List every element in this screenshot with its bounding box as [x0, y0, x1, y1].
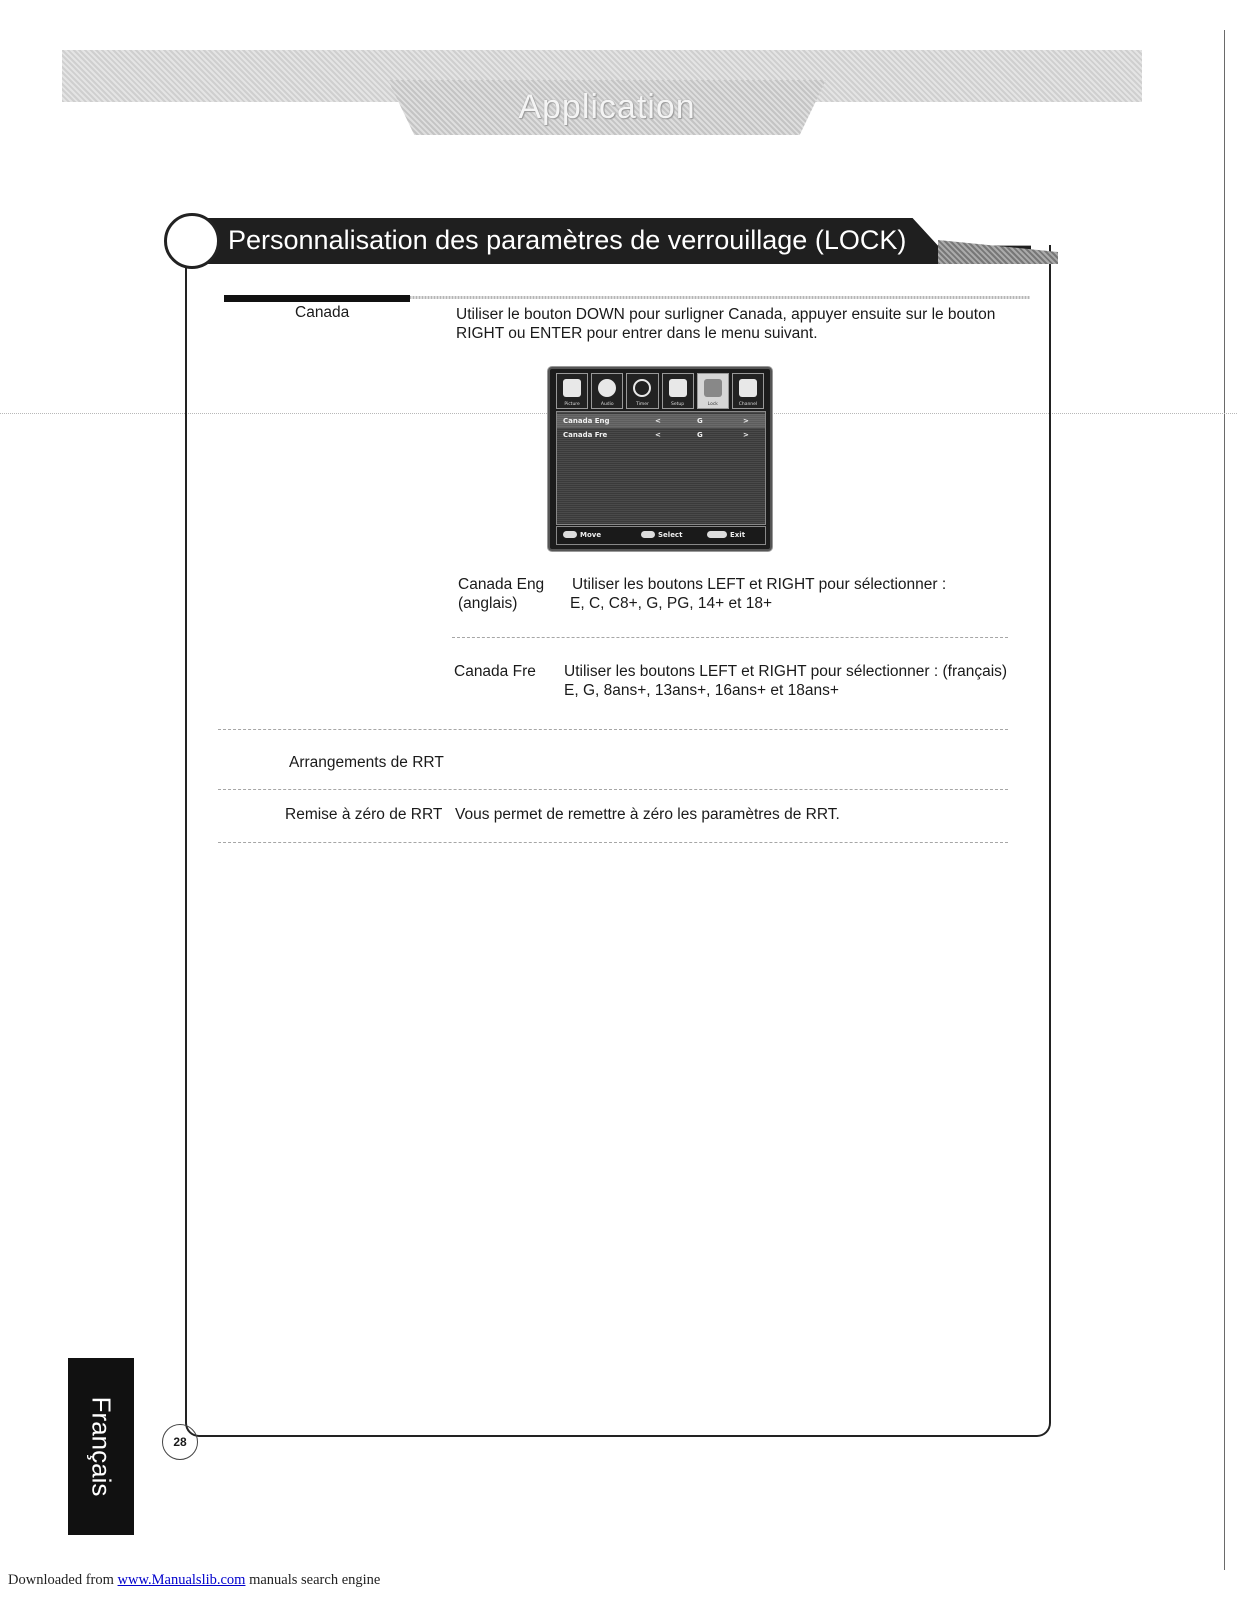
- download-footer: [8, 1572, 380, 1589]
- divider-dashed: [218, 789, 1008, 790]
- audio-icon: Audio: [591, 373, 623, 409]
- canada-desc-line2: RIGHT ou ENTER pour entrer dans le menu suivant.: [456, 325, 818, 342]
- canada-eng-sublabel: (anglais): [458, 595, 518, 612]
- rrt-reset-label: Remise à zéro de RRT: [285, 806, 443, 823]
- select-keys-icon: [641, 531, 655, 538]
- canada-eng-desc-line2: E, C, C8+, G, PG, 14+ et 18+: [570, 595, 773, 612]
- tv-menu-list: [556, 411, 766, 525]
- language-tab-label-wrap: [68, 1358, 134, 1535]
- divider-thick: [224, 295, 410, 302]
- section-bar-shade: [938, 240, 1058, 264]
- section-title: Personnalisation des paramètres de verrouillage (LOCK): [228, 225, 907, 255]
- footer-suffix: manuals search engine: [245, 1572, 381, 1588]
- divider-dashed: [218, 842, 1008, 843]
- canada-desc-line1: Utiliser le bouton DOWN pour surligner Canada, appuyer ensuite sur le bouton: [456, 306, 996, 323]
- picture-icon: Picture: [556, 373, 588, 409]
- tv-menu-screenshot: [548, 367, 772, 551]
- exit-key-icon: [707, 531, 727, 538]
- footer-prefix: Downloaded from: [8, 1572, 118, 1588]
- divider-dashed: [452, 637, 1008, 638]
- page-header-title: Application: [518, 88, 696, 126]
- page-number: 28: [162, 1424, 198, 1460]
- section-circle-icon: [164, 213, 220, 269]
- manualslib-link[interactable]: www.Manualslib.com: [117, 1572, 246, 1588]
- canada-fre-desc-line1: Utiliser les boutons LEFT et RIGHT pour sélectionner : (français): [564, 663, 1008, 680]
- tv-menu-footer: Move Select Exit: [556, 526, 766, 545]
- move-keys-icon: [563, 531, 577, 538]
- clock-icon: Timer: [626, 373, 658, 409]
- rrt-reset-desc: Vous permet de remettre à zéro les paramètres de RRT.: [455, 806, 840, 823]
- lock-icon: Lock: [697, 373, 729, 409]
- tv-menu-row: Canada Fre < G >: [563, 431, 749, 439]
- canada-label: Canada: [295, 304, 350, 321]
- page-edge-line: [1224, 30, 1225, 1570]
- canada-eng-label: Canada Eng: [458, 576, 545, 593]
- rrt-settings-label: Arrangements de RRT: [289, 754, 444, 771]
- divider-dashed: [218, 729, 1008, 730]
- tv-menu-row: Canada Eng < G >: [557, 414, 765, 428]
- canada-fre-desc-line2: E, G, 8ans+, 13ans+, 16ans+ et 18ans+: [564, 682, 839, 699]
- gear-icon: Setup: [662, 373, 694, 409]
- canada-eng-desc-line1: Utiliser les boutons LEFT et RIGHT pour sélectionner :: [572, 576, 947, 593]
- canada-fre-label: Canada Fre: [454, 663, 536, 680]
- divider-thin: [410, 296, 1030, 299]
- tv-menu-icon-bar: [556, 373, 764, 409]
- channel-icon: Channel: [732, 373, 764, 409]
- language-tab-label: Français: [86, 1396, 117, 1497]
